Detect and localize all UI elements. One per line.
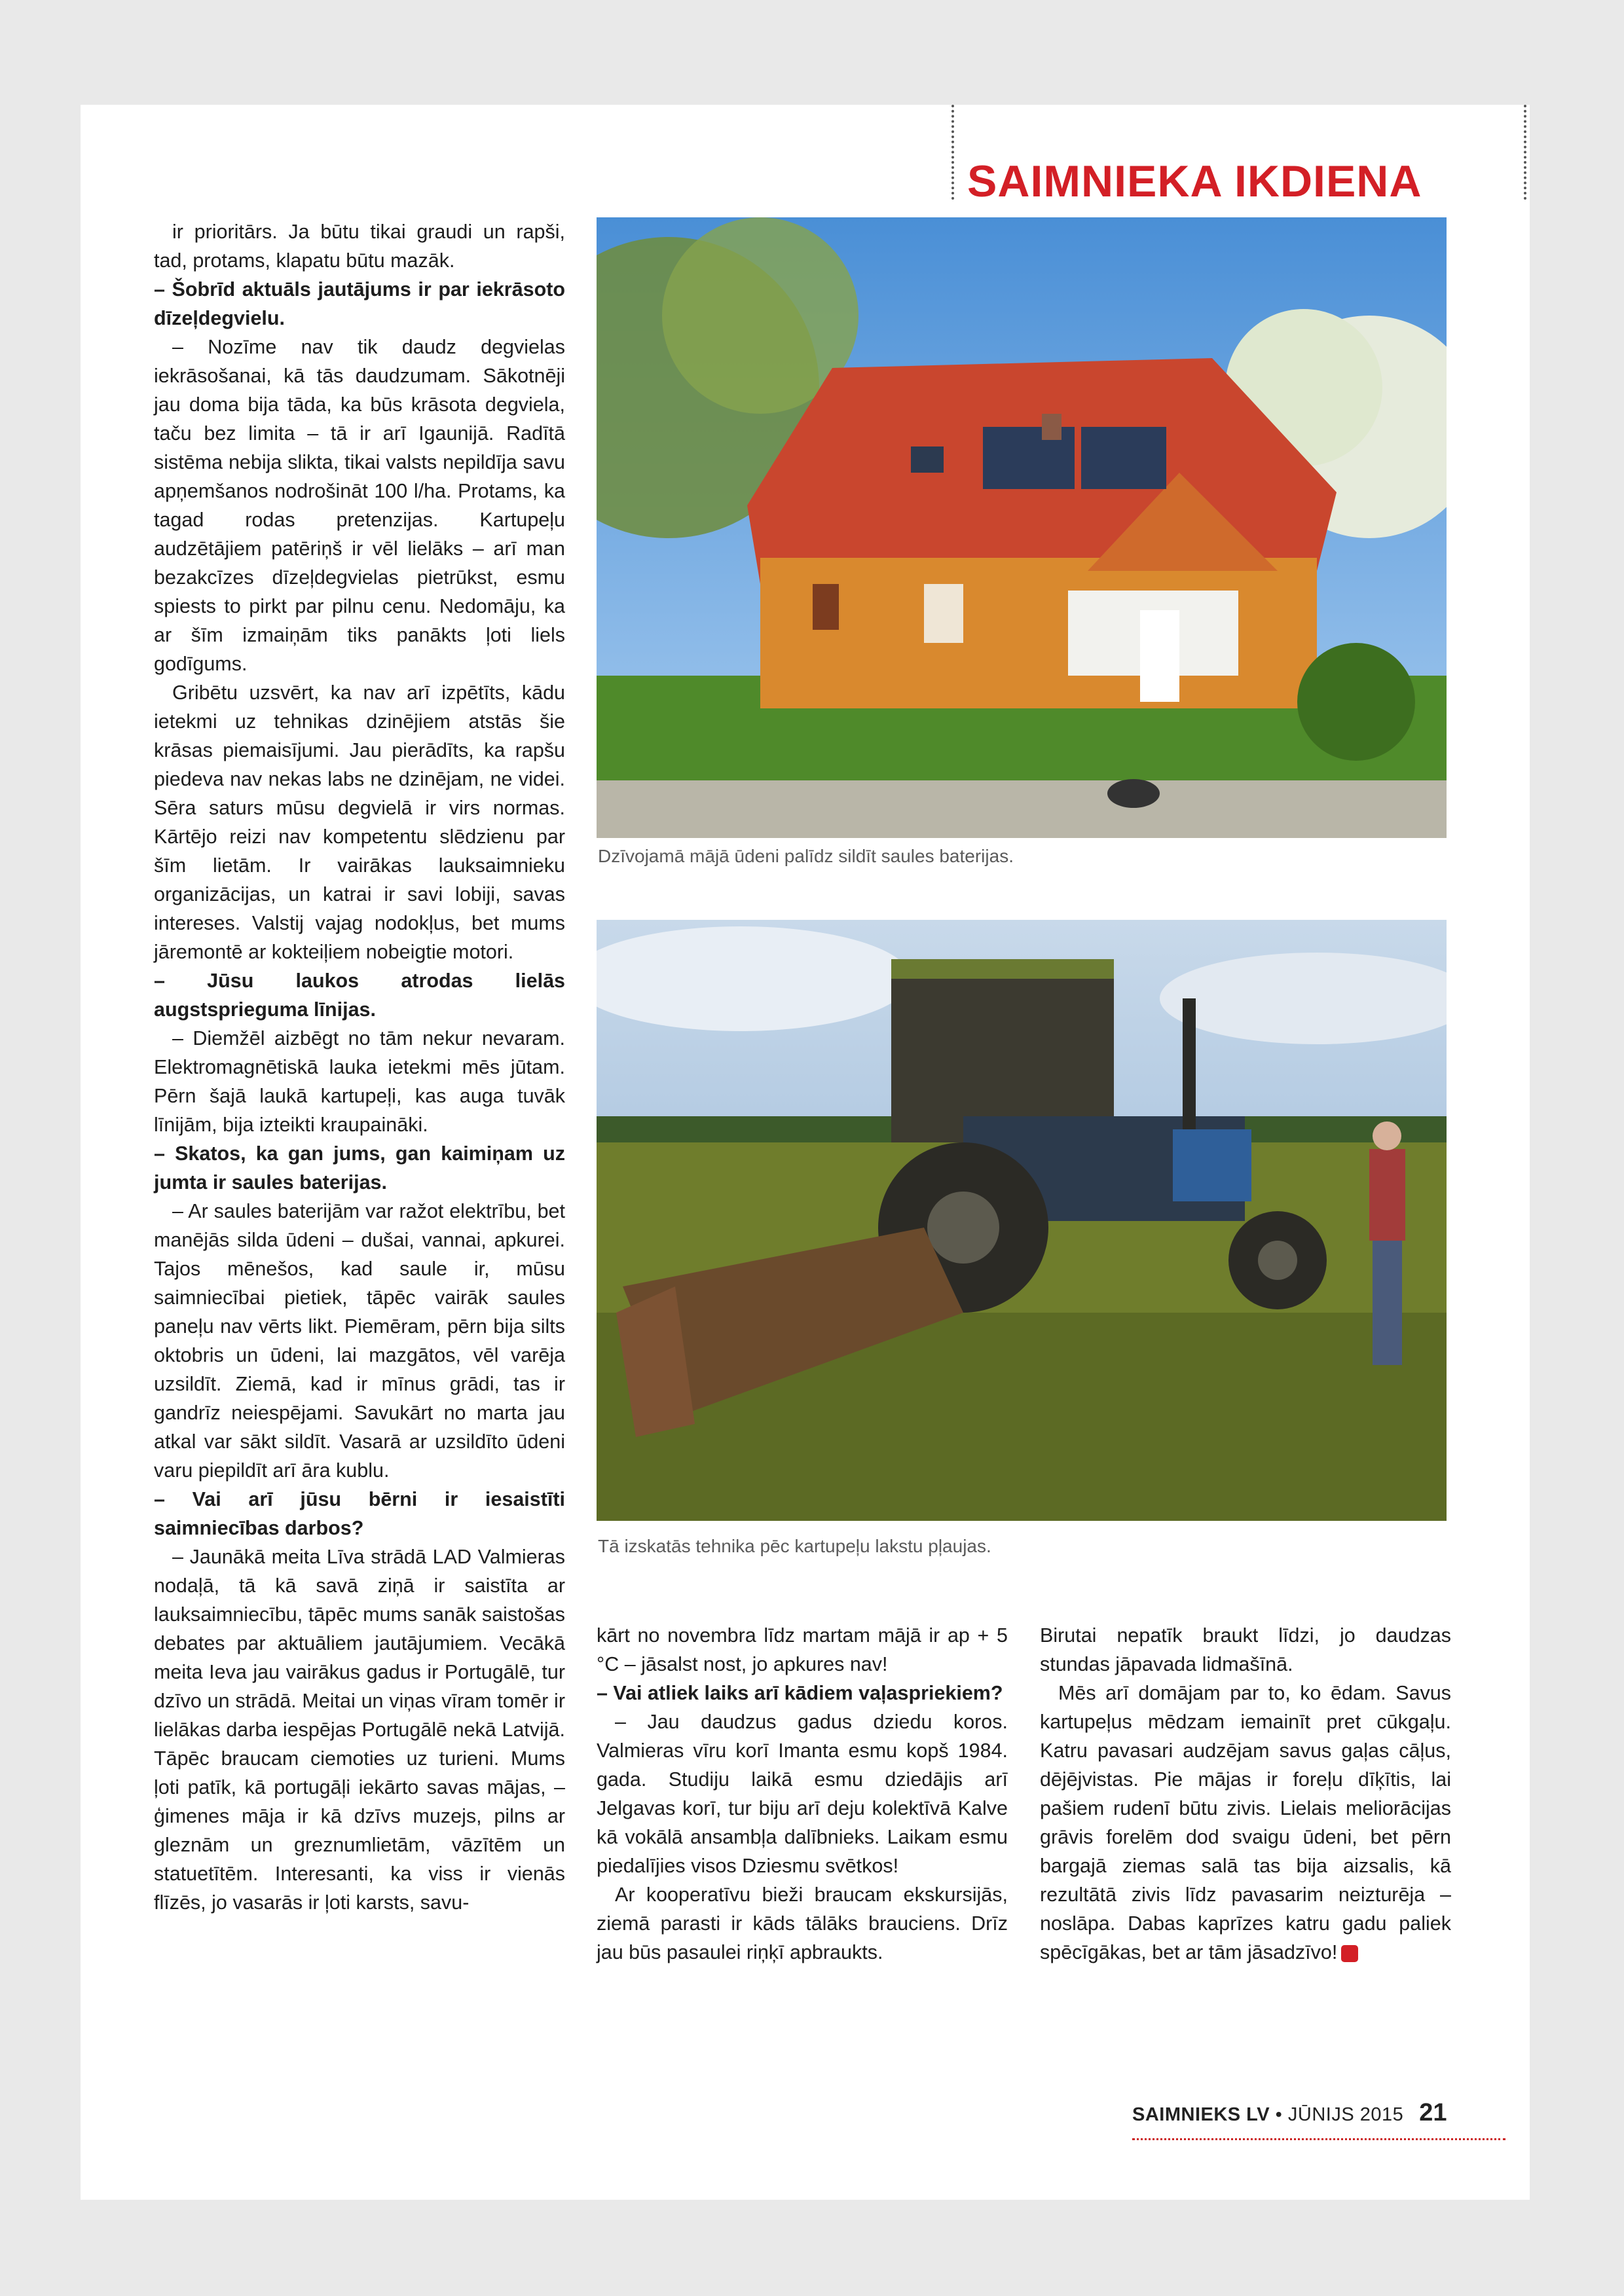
tractor-photo-image [597, 920, 1447, 1521]
article-paragraph: Ar kooperatīvu bieži braucam ekskursijās, ziemā parasti ir kāds tālāks brauciens. Drīz jau būs pasaulei riņķī apbraukts. [597, 1884, 1008, 1963]
article-paragraph: – Diemžēl aizbēgt no tām nekur nevaram. Elektromagnētiskā lauka ietekmi mēs jūtam. Pērn šajā laukā kartupeļi, kas auga tuvāk līnijām, bija izteikti kraupaināki. [154, 1027, 565, 1136]
house-photo [597, 217, 1447, 838]
footer-date: JŪNIJS 2015 [1287, 2104, 1404, 2125]
article-paragraph: kārt no novembra līdz martam mājā ir ap + 5 °C – jāsalst nost, jo apkures nav! [597, 1624, 1008, 1675]
end-of-article-icon: SV [1341, 1945, 1358, 1962]
section-header [951, 105, 1526, 206]
tractor-photo [597, 920, 1447, 1521]
article-paragraph: ir prioritārs. Ja būtu tikai graudi un rapši, tad, protams, klapatu būtu mazāk. [154, 221, 565, 272]
page-footer [1132, 2099, 1505, 2140]
section-title: SAIMNIEKA IKDIENA [967, 156, 1422, 206]
article-column-3 [1040, 1621, 1451, 1967]
page-number: 21 [1419, 2099, 1447, 2126]
house-photo-image [597, 217, 1447, 838]
interview-question: – Skatos, ka gan jums, gan kaimiņam uz jumta ir saules baterijas. [154, 1142, 565, 1194]
article-column-2 [597, 1621, 1008, 1967]
magazine-page [81, 105, 1530, 2200]
house-photo-caption: Dzīvojamā mājā ūdeni palīdz sildīt saules baterijas. [598, 846, 1014, 866]
interview-question: – Vai arī jūsu bērni ir iesaistīti saimniecības darbos? [154, 1488, 565, 1539]
interview-question: – Šobrīd aktuāls jautājums ir par iekrāsoto dīzeļdegvielu. [154, 278, 565, 329]
article-paragraph: Birutai nepatīk braukt līdzi, jo daudzas stundas jāpavada lidmašīnā. [1040, 1624, 1451, 1675]
article-paragraph: – Ar saules baterijām var ražot elektrību, bet manējās silda ūdeni – dušai, vannai, apkurei. Tajos mēnešos, kad saule ir, mūsu saimniecībai pietiek, tāpēc vairāk saules paneļu nav vērts likt. Piemēram, pērn bija silts oktobris un ūdeni, lai mazgātos, vēl varēja uzsildīt. Ziemā, kad ir mīnus grādi, tas ir gandrīz neiespējami. Savukārt no marta jau atkal var sākt sildīt. Vasarā ar uzsildīto ūdeni varu piepildīt arī āra kublu. [154, 1200, 565, 1482]
article-paragraph: – Jaunākā meita Līva strādā LAD Valmieras nodaļā, tā kā savā ziņā ir saistīta ar lauksaimniecību, tāpēc mums sanāk saistošas debates par aktuāliem jautājumiem. Vecākā meita Ieva jau vairākus gadus ir Portugālē, tur dzīvo un strādā. Meitai un viņas vīram tomēr ir lielākas darba iespējas Portugālē nekā Latvijā. Tāpēc braucam ciemoties uz turieni. Mums ļoti patīk, kā portugāļi iekārto savas mājas, – ģimenes māja ir kā dzīvs muzejs, pilns ar gleznām un greznumlietām, vāzītēm un statuetītēm. Interesanti, ka viss ir vienās flīzēs, jo vasarās ir ļoti karsts, savu- [154, 1546, 565, 1914]
article-paragraph: – Jau daudzus gadus dziedu koros. Valmieras vīru korī Imanta esmu kopš 1984. gada. Studiju laikā esmu dziedājis arī Jelgavas korī, tur biju arī deju kolektīvā Kalve kā vokālā ansambļa dalībnieks. Laikam esmu piedalījies visos Dziesmu svētkos! [597, 1711, 1008, 1877]
interview-question: – Jūsu laukos atrodas lielās augstsprieguma līnijas. [154, 970, 565, 1021]
tractor-photo-caption: Tā izskatās tehnika pēc kartupeļu lakstu pļaujas. [598, 1536, 991, 1556]
article-column-1 [154, 217, 565, 1917]
article-paragraph: – Nozīme nav tik daudz degvielas iekrāsošanai, kā tās daudzumam. Sākotnēji jau doma bija tāda, ka būs krāsota degviela, taču bez limita – tā ir arī Igaunijā. Radītā sistēma nebija slikta, tikai valsts nepildīja savu apņemšanos nodrošināt 100 l/ha. Protams, ka tagad rodas pretenzijas. Kartupeļu audzētājiem patēriņš ir vēl lielāks – arī man bezakcīzes dīzeļdegvielas pietrūkst, esmu spiests to pirkt par pilnu cenu. Nedomāju, ka ar šīm izmaiņām tiks panākts ļoti liels godīgums. [154, 336, 565, 675]
footer-separator: • [1270, 2104, 1288, 2125]
article-paragraph: Mēs arī domājam par to, ko ēdam. Savus kartupeļus mēdzam iemainīt pret cūkgaļu. Katru pavasari audzējam savus gaļas cāļus, dējējvistas. Pie mājas ir foreļu dīķītis, lai pašiem rudenī būtu zivis. Lielais meliorācijas grāvis forelēm dod svaigu ūdeni, bet pērn bargajā ziemas salā tas bija aizsalis, kā rezultātā zivis līdz pavasarim neizturēja – noslāpa. Dabas kaprīzes katru gadu paliek spēcīgākas, bet ar tām jāsadzīvo! SV [1040, 1682, 1451, 1963]
interview-question: – Vai atliek laiks arī kādiem vaļaspriekiem? [597, 1682, 1003, 1704]
article-paragraph: Gribētu uzsvērt, ka nav arī izpētīts, kādu ietekmi uz tehnikas dzinējiem atstās šie krāsas piemaisījumi. Jau pierādīts, ka rapšu piedeva nav nekas labs ne dzinējam, ne videi. Sēra saturs mūsu degvielā ir virs normas. Kārtējo reizi nav kompetentu slēdzienu par šīm lietām. Ir vairākas lauksaimnieku organizācijas, un katrai ir savi lobiji, savas intereses. Valstij vajag nodokļus, bet mums jāremontē ar kokteiļiem nobeigtie motori. [154, 682, 565, 963]
footer-magazine-name: SAIMNIEKS LV [1132, 2104, 1270, 2125]
